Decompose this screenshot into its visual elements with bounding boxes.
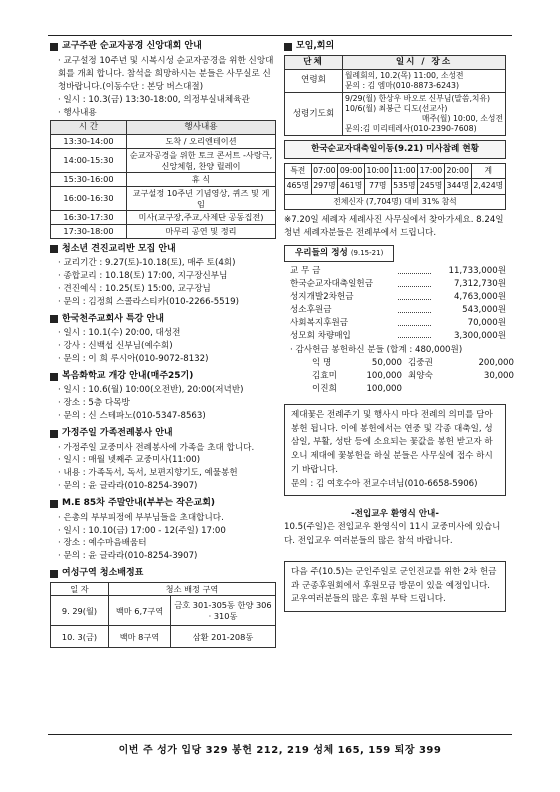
thanks-offering-line: · 감사헌금 봉헌하신 분들 (합계 : 480,000원) [290, 345, 463, 356]
info-line: · 견진예식 : 10.25(토) 15:00, 교구장님 [58, 283, 211, 294]
table-row: 14:00-15:30 순교자공경을 위한 토크 콘서트 -사랑극, 신앙체험, 찬양 릴레이 [51, 149, 276, 173]
list-item: 한국순교자대축일헌금 7,312,730원 [290, 278, 506, 289]
offering-title: 우리들의 정성 [295, 248, 348, 259]
list-item: 성모회 차량매입 3,300,000원 [290, 330, 506, 341]
list-item: 사회복지후원금 70,000원 [290, 317, 506, 328]
offering-period: (9.15-21) [350, 249, 384, 258]
info-line: · 장소 : 5층 다목방 [58, 398, 130, 409]
section-church-history-lecture [50, 313, 276, 366]
square-bullet-icon [284, 43, 292, 51]
military-sunday-notice: 다음 주(10.5)는 군인주일로 군인진교를 위한 2차 헌금과 군종후원회에서 후원모금 방문이 있을 예정입니다. 교우여러분들의 많은 후원 부탁 드립니다. [284, 561, 506, 612]
square-bullet-icon [50, 315, 58, 323]
list-item: 성지개발2차헌금 4,763,000원 [290, 291, 506, 302]
event-date: · 일시 : 10.3(금) 13:30-18:00, 의정부실내체육관 [58, 95, 250, 106]
info-line: · 일시 : 10.1(수) 20:00, 대성전 [58, 328, 181, 339]
table-header: 시 간 [51, 121, 127, 135]
table-header: 일시 / 장소 [343, 55, 506, 69]
section-cleaning-schedule [50, 567, 276, 648]
table-row: 16:00-16:30 교구설정 10주년 기념영상, 퀴즈 및 게임 [51, 187, 276, 211]
section-evangelization-school [50, 370, 276, 423]
table-row: 9. 29(월) 백마 6,7구역 금호 301-305동 한양 306 · 310동 [51, 596, 276, 626]
info-line: · 문의 : 이 희 루시아(010-9072-8132) [58, 353, 209, 364]
square-bullet-icon [50, 570, 58, 578]
table-row: 17:30-18:00 마무리 공연 및 정리 [51, 224, 276, 238]
table-row: 연령회 월례회의, 10.2(목) 11:00, 소성전 문의 : 김 엠마(010-8873-6243) [285, 69, 506, 92]
info-line: · 강사 : 신백섭 신부님(예수회) [58, 341, 173, 352]
info-text: 10.5(주일)은 전입교우 환영식이 11시 교중미사에 있습니다. 전입교우 여러분들의 많은 참석 바랍니다. [284, 522, 501, 547]
info-line: · 종합교리 : 10.18(토) 17:00, 지구장신부님 [58, 271, 228, 282]
section-family-liturgy [50, 427, 276, 493]
cleaning-table [50, 582, 276, 649]
info-line: · 문의 : 김정희 스콜라스티카(010-2266-5519) [58, 296, 239, 307]
info-line: · 문의 : 윤 글라라(010-8254-3907) [58, 481, 198, 492]
section-title: 여성구역 청소배정표 [62, 568, 144, 579]
hymn-footer: 이번 주 성가 입당 329 봉헌 212, 219 성체 165, 159 퇴장 399 [48, 734, 512, 758]
section-title: 가정주일 가족전례봉사 안내 [62, 428, 173, 439]
attendance-title: 한국순교자대축일이동(9.21) 미사참례 현황 [284, 140, 506, 159]
table-header: 단체 [285, 55, 343, 69]
table-row: 10. 3(금) 백마 8구역 삼환 201-208동 [51, 626, 276, 648]
square-bullet-icon [50, 43, 58, 51]
info-line: · 일시 : 매월 넷째주 교중미사(11:00) [58, 455, 201, 466]
altar-flower-notice: 제대꽃은 전례주기 및 행사시 마다 전례의 의미를 담아 봉헌 됩니다. 이에 봉헌에서는 연중 및 각종 대축일, 성삼일, 부활, 성탄 등에 소요되는 꽃값을 봉헌 받고자 하오니 제대에 꽃봉헌을 하실 분들은 사무실에 접수 하시기 바랍니다. 문의 : 김 여호수아 전교수녀님(010-6658-5906) [284, 404, 506, 497]
square-bullet-icon [50, 245, 58, 253]
attendance-summary: 전체신자 (7,704명) 대비 31% 참석 [285, 194, 506, 209]
events-label: · 행사내용 [58, 108, 97, 119]
section-title: 교구주관 순교자공경 신앙대회 안내 [62, 41, 202, 51]
section-title: 복음화학교 개강 안내(매주25기) [62, 370, 194, 381]
section-title: M.E 85차 주말안내(부부는 작은교회) [62, 498, 216, 509]
square-bullet-icon [50, 500, 58, 508]
info-line: · 문의 : 신 스테파노(010-5347-8563) [58, 411, 206, 422]
section-faith-rally [50, 40, 276, 239]
section-intro: · 교구설정 10주년 및 시복시성 순교자공경을 위한 신앙대회를 개최 합니다. 참석을 희망하시는 분들은 사무실로 신청바랍니다.(이동수단 : 본당 버스대절) [58, 55, 274, 93]
section-title: -전입교우 환영식 안내- [351, 509, 439, 520]
info-line: · 일시 : 10.6(월) 10:00(오전반), 20:00(저녁반) [58, 385, 244, 396]
list-item: 교 무 금 11,733,000원 [290, 266, 506, 277]
top-rule [48, 35, 512, 36]
info-line: · 교리기간 : 9.27(토)-10.18(토), 매주 토(4회) [58, 258, 236, 269]
table-row: 13:30-14:00 도착 / 오리엔테이션 [51, 135, 276, 149]
section-newcomer-welcome [284, 508, 506, 548]
table-header: 청소 배정 구역 [109, 582, 276, 596]
info-line: · 가정주일 교중미사 전례봉사에 가족을 초대 합니다. [58, 442, 255, 453]
left-column [50, 40, 276, 652]
section-confirmation-class [50, 243, 276, 309]
section-title: 모임,회의 [296, 41, 335, 51]
table-row: 성령기도회 9/29(월) 한상우 바오로 신부님(말씀,치유) 10/6(월) 최봉근 디도(선교사) 매주(월) 10:00, 소성전 문의:김 미리테레사(010-2390-7608) [285, 92, 506, 136]
section-me-weekend [50, 497, 276, 563]
table-header: 일 자 [51, 582, 109, 596]
square-bullet-icon [50, 430, 58, 438]
table-row: 15:30-16:00 휴 식 [51, 173, 276, 187]
info-line: · 일시 : 10.10(금) 17:00 - 12(주일) 17:00 [58, 525, 226, 536]
table-row: 16:30-17:30 미사(교구장,주교,사제단 공동집전) [51, 211, 276, 225]
meetings-table [284, 55, 506, 137]
section-meetings [284, 40, 506, 136]
section-offering [284, 241, 514, 396]
attendance-table: 특전 07:00 09:00 10:00 11:00 17:00 20:00 계 465명 297명 461명 77명 535명 245명 344명 2,424명 전체신자 (7,704명) 대비 31% 참석 [284, 163, 506, 209]
baptism-note: ※7.20일 세례자 세례사진 사무실에서 찾아가세요. 8.24일 청년 세례자분들은 전례부에서 드립니다. [284, 214, 504, 239]
info-line: · 문의 : 윤 글라라(010-8254-3907) [58, 551, 198, 562]
list-item: 성소후원금 543,000원 [290, 304, 506, 315]
donor-list: 익 명 50,000 김중권 200,000 김효미 100,000 최양숙 30,000 이진희 100,000 [312, 358, 514, 395]
event-schedule-table [50, 120, 276, 238]
square-bullet-icon [50, 373, 58, 381]
right-column [284, 40, 514, 612]
info-line: · 내용 : 가족독서, 독서, 보편지향기도, 예물봉헌 [58, 468, 238, 479]
info-line: · 장소 : 예수마음배움터 [58, 538, 147, 549]
section-title: 청소년 견진교리반 모집 안내 [62, 243, 176, 254]
table-header: 행사내용 [127, 121, 276, 135]
info-line: · 은총의 부부피정에 부부님들을 초대합니다. [58, 512, 224, 523]
section-title: 한국천주교회사 특강 안내 [62, 313, 164, 324]
